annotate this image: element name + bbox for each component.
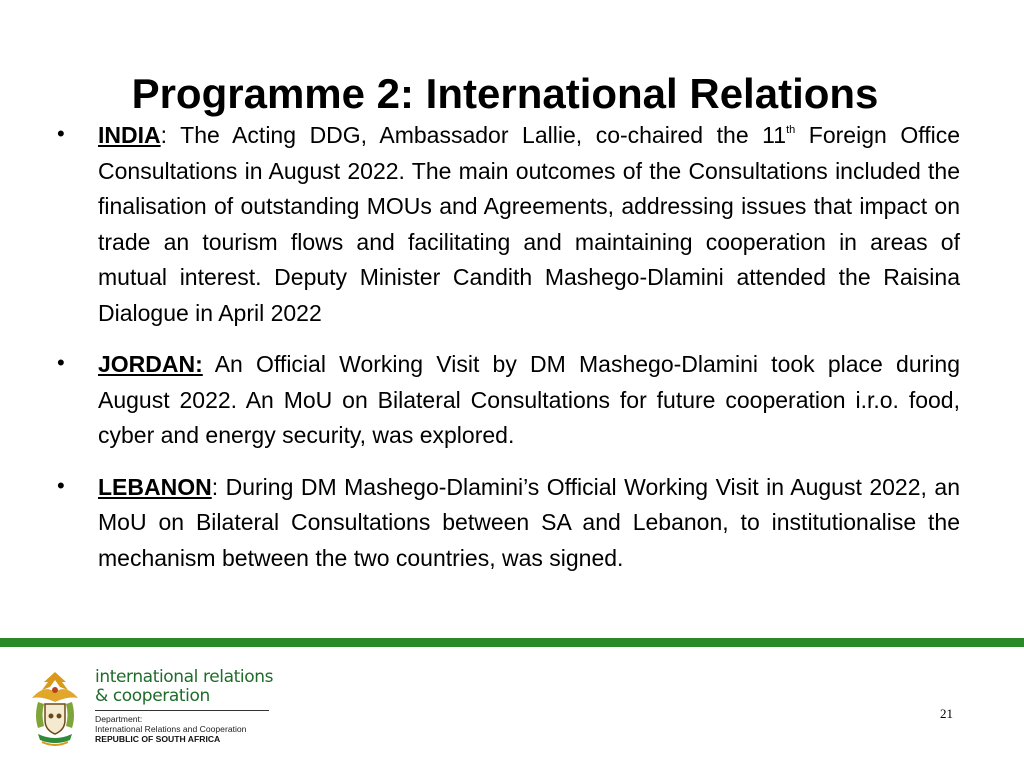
brand-name-line1: international relations xyxy=(95,667,274,687)
department-label: Department: xyxy=(95,714,143,724)
bullet-text-india-part1: : The Acting DDG, Ambassador Lallie, co-chaired the 11 xyxy=(160,122,787,148)
bullet-text-india-part2: Foreign Office Consultations in August 2022. The main outcomes of the Consultations included the finalisation of outstanding MOUs and Agreements, addressing issues that impact on trade an tourism flows and facilitating and maintaining cooperation in areas of mutual interest. Deputy Minister Candith Mashego-Dlamini attended the Raisina Dialogue in April 2022 xyxy=(98,122,961,326)
department-name: International Relations and Cooperation xyxy=(95,724,247,734)
coat-of-arms-icon xyxy=(24,668,86,750)
bullet-india xyxy=(55,118,960,331)
bullet-jordan xyxy=(55,347,960,454)
bullet-list xyxy=(55,118,960,576)
footer-divider-bar xyxy=(0,638,1024,647)
bullet-icon: • xyxy=(57,350,65,375)
page-number: 21 xyxy=(940,706,953,721)
bullet-lead-india: INDIA xyxy=(98,122,161,148)
bullet-icon: • xyxy=(57,472,65,498)
brand-name-line2: & cooperation xyxy=(95,686,210,706)
brand-block xyxy=(95,668,275,744)
bullet-lebanon xyxy=(55,470,960,577)
bullet-text-lebanon: : During DM Mashego-Dlamini’s Official Working Visit in August 2022, an MoU on Bilateral Consultations between SA and Lebanon, to institutionalise the mechanism between the two countries, was signed. xyxy=(98,473,960,571)
brand-rule xyxy=(95,710,269,711)
bullet-icon: • xyxy=(57,121,65,146)
slide-title: Programme 2: International Relations xyxy=(131,70,879,117)
bullet-text-jordan: An Official Working Visit by DM Mashego-Dlamini took place during August 2022. An MoU on Bilateral Consultations for future cooperation i.r.o. food, cyber and energy security, was explored. xyxy=(98,351,960,448)
department-logo xyxy=(24,668,274,750)
bullet-lead-lebanon: LEBANON xyxy=(98,473,212,500)
bullet-lead-jordan: JORDAN: xyxy=(98,351,203,377)
superscript-th: th xyxy=(786,124,796,136)
country-name: REPUBLIC OF SOUTH AFRICA xyxy=(95,734,221,744)
